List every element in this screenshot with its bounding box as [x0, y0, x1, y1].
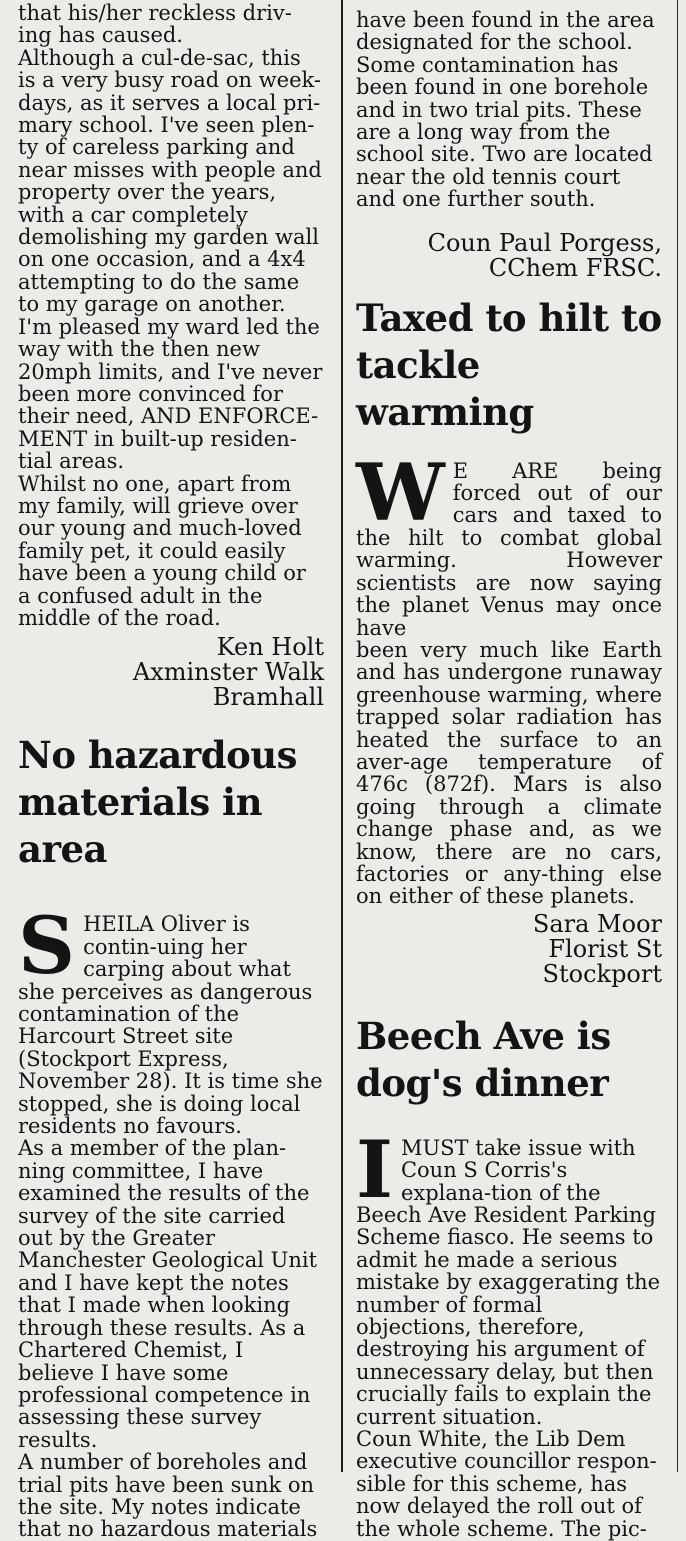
- article-body: [356, 445, 662, 909]
- letter-paragraph: Whilst no one, apart from my family, will grieve over our young and much-loved family pet, it could easily have been a young child or a confused adult in the middle of the road.: [18, 471, 306, 630]
- headline-line: dog's dinner: [356, 1060, 609, 1105]
- signature-town: Stockport: [542, 959, 662, 988]
- letter-paragraph: [18, 899, 324, 1139]
- signature-name: Ken Holt: [216, 633, 324, 662]
- article-body: [18, 899, 324, 1541]
- intro-text: [18, 0, 324, 47]
- text-line: ing has caused.: [18, 23, 183, 48]
- headline-line: No hazardous: [18, 733, 298, 778]
- paragraph-text: MUST take issue with Coun S Corris's explana-tion of the Beech Ave Resident Parking Scheme fiasco. He seems to admit he made a serious mistake by exaggerating the number of formal objections, therefore, destroying his argument of unnecessary delay, but then crucially fails to explain the current situation.: [356, 1135, 661, 1429]
- paragraph-text: E ARE being forced out of our cars and taxed to the hilt to combat global warming. However scientists are now saying the planet Venus may once have: [356, 458, 662, 640]
- article-body: [356, 1122, 662, 1541]
- drop-cap: W: [356, 445, 445, 539]
- clipping-edge: [677, 0, 678, 1472]
- letter-paragraph: As a member of the plan-ning committee, I have examined the results of the survey of the site carried out by the Greater Manchester Geological Unit and I have kept the notes that I made when looking through these results. As a Chartered Chemist, I believe I have some professional competence in assessing these survey results.: [18, 1136, 318, 1452]
- drop-cap: S: [18, 899, 76, 993]
- letter-paragraph: [356, 1122, 662, 1429]
- letter-paragraph: [356, 445, 662, 640]
- signature-block: [356, 228, 662, 282]
- signature-street: Florist St: [548, 934, 662, 963]
- letter-paragraph: have been found in the area designated for the school. Some contamination has been found in one borehole and in two trial pits. These are a long way from the school site. Two are located near the old tennis court and one further south.: [356, 8, 655, 212]
- signature-town: Bramhall: [212, 683, 324, 712]
- column-divider: [341, 0, 343, 1472]
- signature-title: CChem FRSC.: [488, 253, 662, 282]
- headline-line: tackle warming: [356, 342, 534, 434]
- signature-name: Sara Moor: [532, 909, 662, 938]
- left-column: [18, 0, 324, 1541]
- letter-paragraph: Although a cul-de-sac, this is a very busy road on week-days, as it serves a local pri-mary school. I've seen plen-ty of careless parking and near misses with people and property over the years, with a car completely demolishing my garden wall on one occasion, and a 4x4 attempting to do the same to my garage on another.: [18, 45, 322, 317]
- drop-cap: I: [356, 1122, 393, 1216]
- headline-line: materials in area: [18, 780, 263, 872]
- signature-street: Axminster Walk: [132, 658, 324, 687]
- headline: [18, 732, 324, 873]
- letter-paragraph: Coun White, the Lib Dem executive councillor respon-sible for this scheme, has now delayed the roll out of the whole scheme. The pic-: [356, 1427, 657, 1541]
- paragraph-text: HEILA Oliver is contin-uing her carping about what she perceives as dangerous contamination of the Harcourt Street site (Stockport Express, November 28). It is time she stopped, she is doing local residents no favours.: [18, 912, 323, 1139]
- headline-line: Beech Ave is: [356, 1013, 611, 1058]
- signature-block: [18, 635, 324, 710]
- right-column: [356, 0, 662, 1541]
- signature-block: [356, 909, 662, 988]
- letter-paragraph: been very much like Earth and has undergone runaway greenhouse warming, where trapped solar radiation has heated the surface to an aver-age temperature of 476c (872f). Mars is also going through a climate change phase and, as we know, there are no cars, factories or any-thing else on either of these planets.: [356, 637, 662, 909]
- signature-name: Coun Paul Porgess,: [427, 228, 662, 257]
- letter-paragraph: A number of boreholes and trial pits have been sunk on the site. My notes indicate that no hazardous materials: [18, 1450, 318, 1541]
- headline: [356, 295, 662, 436]
- text-line: that his/her reckless driv-: [18, 1, 292, 25]
- headline: [356, 1013, 662, 1107]
- letter-paragraph: I'm pleased my ward led the way with the then new 20mph limits, and I've never been more convinced for their need, AND ENFORCE-MENT in built-up residen-tial areas.: [18, 314, 323, 474]
- headline-line: Taxed to hilt to: [356, 295, 662, 340]
